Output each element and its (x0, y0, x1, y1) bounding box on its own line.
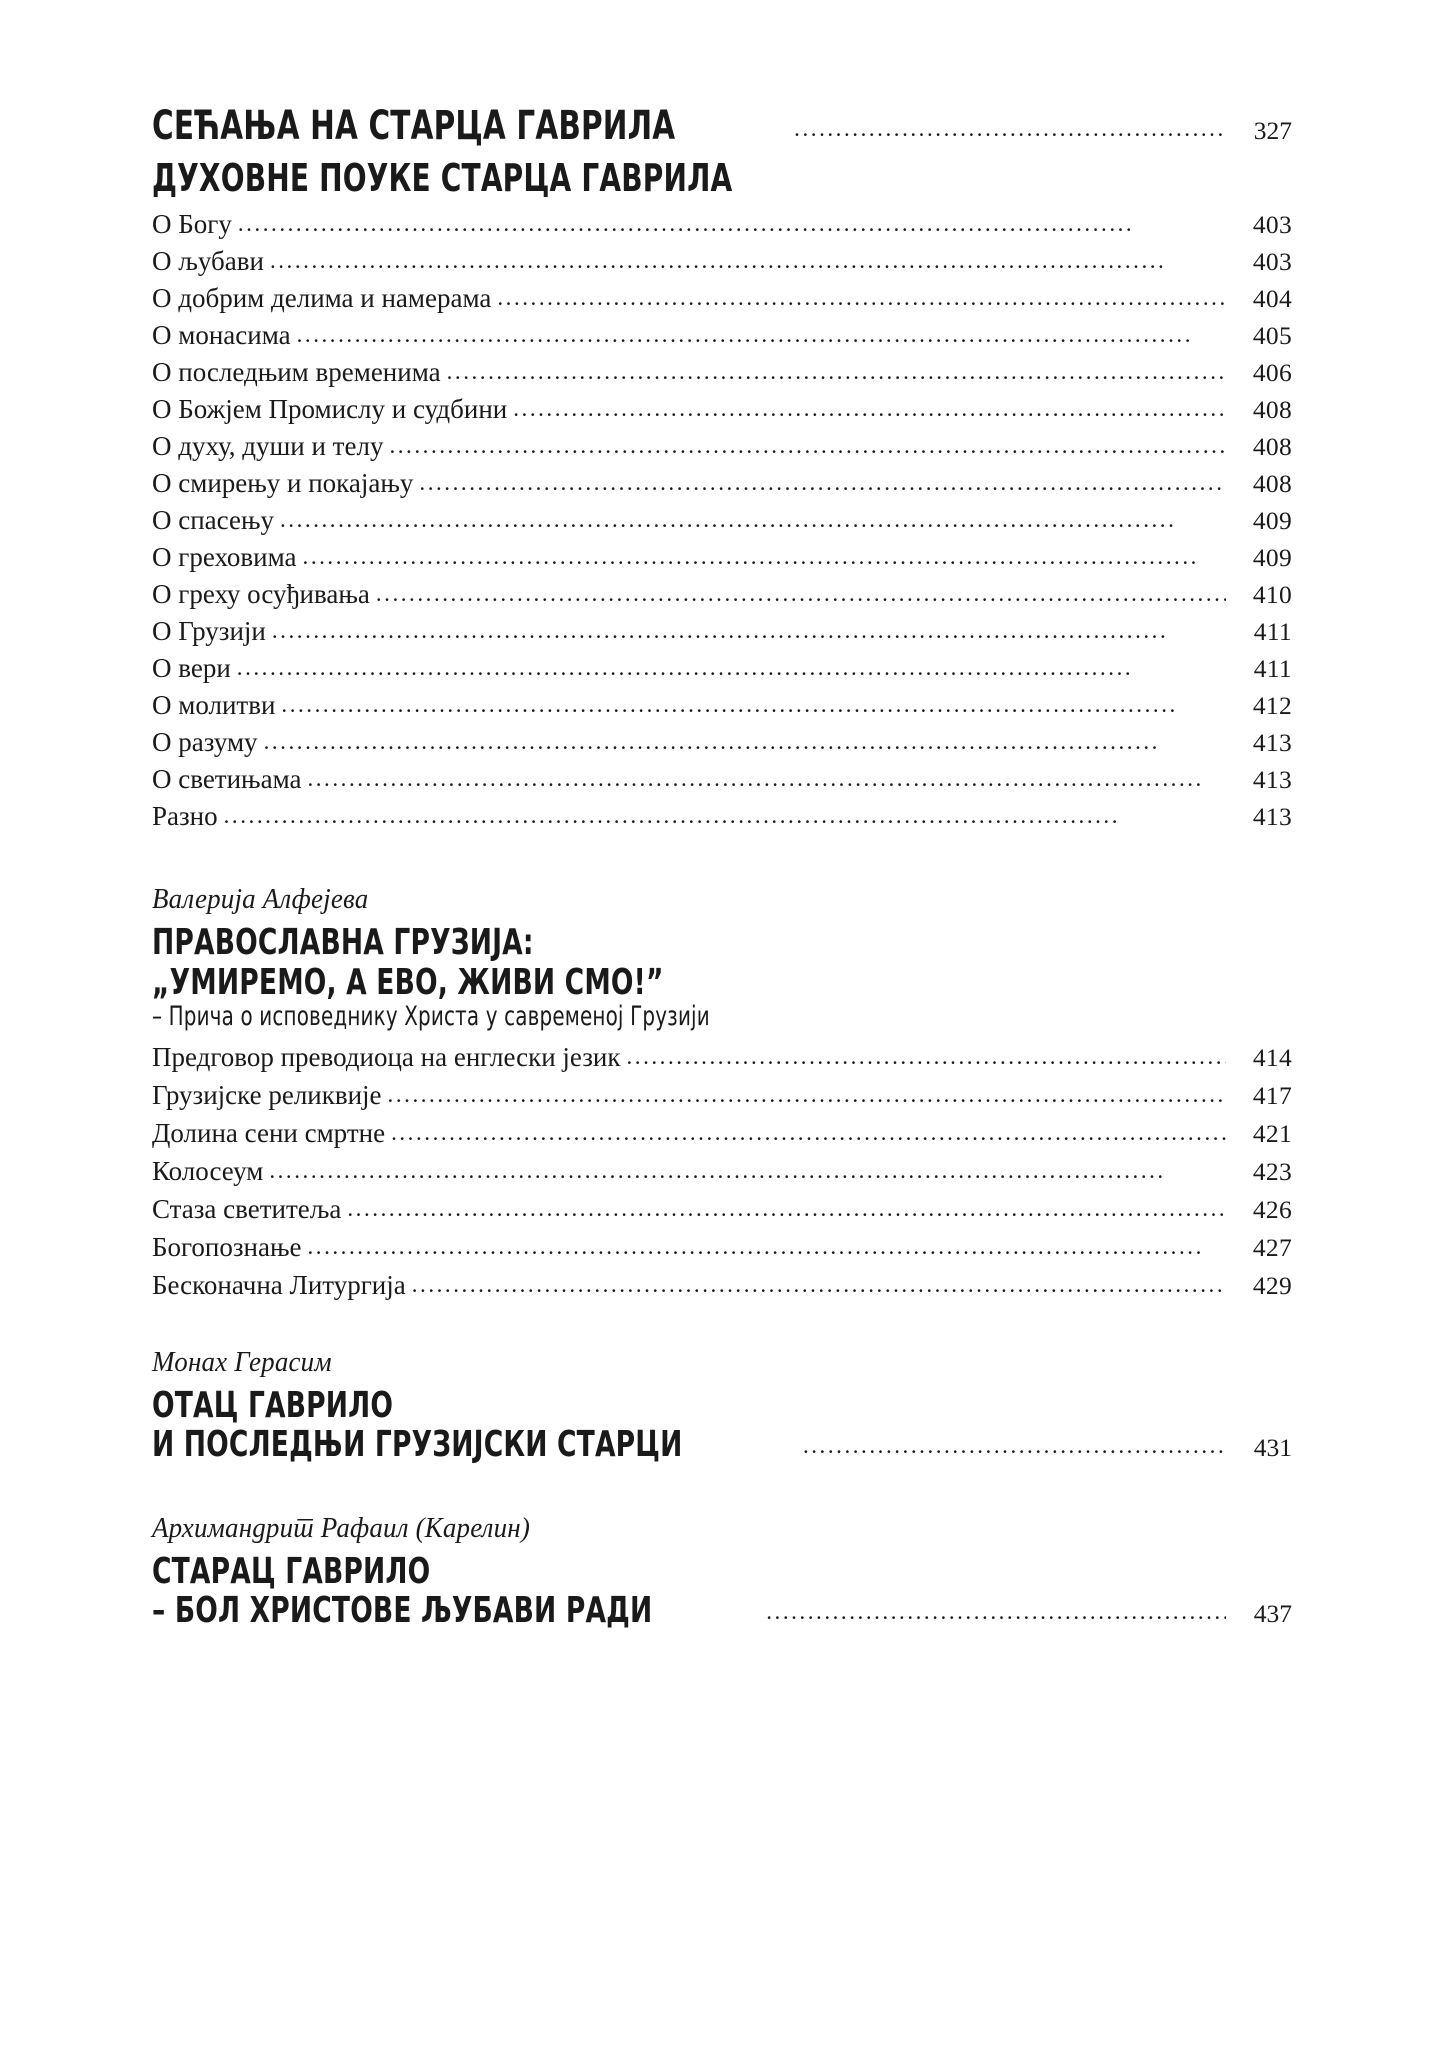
dot-leader (307, 767, 1226, 790)
dot-leader (388, 1083, 1226, 1106)
toc-entry-page: 411 (1253, 654, 1292, 684)
toc-entry-page: 408 (1252, 469, 1292, 499)
dot-leader (297, 323, 1226, 346)
dot-leader (391, 1121, 1226, 1144)
dot-leader (766, 1599, 1226, 1625)
toc-entry-page: 414 (1252, 1043, 1292, 1073)
toc-entry-label: О светињама (152, 764, 302, 795)
toc-entry-label: О греху осуђивања (152, 579, 370, 610)
dot-leader (269, 1159, 1226, 1182)
toc-entry-page: 406 (1252, 358, 1292, 388)
toc-entry-page: 403 (1252, 247, 1292, 277)
toc-entry[interactable] (152, 692, 1292, 719)
dot-leader (447, 360, 1226, 383)
toc-entry[interactable] (152, 655, 1292, 682)
toc-entry[interactable] (152, 359, 1292, 386)
toc-section-heading-duhovne-pouke[interactable]: ДУХОВНЕ ПОУКЕ СТАРЦА ГАВРИЛА (152, 155, 733, 200)
section-title-line2-row-starac-gavrilo[interactable] (152, 1591, 1292, 1631)
toc-entry-label: О последњим временима (152, 357, 441, 388)
toc-entry-label: Богопознање (152, 1232, 302, 1263)
toc-entry[interactable] (152, 1120, 1292, 1147)
toc-content (152, 104, 1292, 1631)
toc-entry-page: 411 (1253, 617, 1292, 647)
toc-entry[interactable] (152, 1196, 1292, 1223)
section-title-line2-pravoslavna-gruzija[interactable]: „УМИРЕМО, А ЕВО, ЖИВИ СМО!” (152, 961, 664, 1003)
dot-leader (497, 286, 1226, 309)
toc-entry[interactable] (152, 211, 1292, 238)
toc-entry[interactable] (152, 1044, 1292, 1071)
dot-leader (224, 804, 1226, 827)
toc-entry-page: 421 (1252, 1119, 1292, 1149)
dot-leader (303, 545, 1226, 568)
toc-entry-label: Грузијске реликвије (152, 1080, 382, 1111)
toc-entry-label: Предговор преводиоца на енглески језик (152, 1042, 621, 1073)
section-title-line1-otac-gavrilo[interactable]: ОТАЦ ГАВРИЛО (152, 1384, 394, 1426)
toc-entry-label: О љубави (152, 246, 264, 277)
toc-entry-page: 409 (1252, 506, 1292, 536)
dot-leader (347, 1197, 1226, 1220)
toc-entry-label: О разуму (152, 727, 258, 758)
dot-leader (281, 693, 1226, 716)
toc-entry-page: 426 (1252, 1195, 1292, 1225)
toc-entry-label: Бесконачна Литургија (152, 1270, 406, 1301)
toc-entry-page: 413 (1252, 802, 1292, 832)
toc-entry[interactable] (152, 248, 1292, 275)
toc-entry-page: 410 (1252, 580, 1292, 610)
dot-leader (376, 582, 1226, 605)
toc-entry-label: О греховима (152, 542, 297, 573)
toc-entry-label: О Грузији (152, 616, 266, 647)
toc-entry[interactable] (152, 803, 1292, 830)
section-title-line2-otac-gavrilo: И ПОСЛЕДЊИ ГРУЗИЈСКИ СТАРЦИ (152, 1424, 683, 1466)
toc-entry-list-pravoslavna-gruzija (152, 1044, 1292, 1299)
toc-entry[interactable] (152, 285, 1292, 312)
toc-entry[interactable] (152, 433, 1292, 460)
toc-entry-page: 403 (1252, 210, 1292, 240)
dot-leader (270, 249, 1226, 272)
section-page-number: 327 (1253, 116, 1292, 145)
toc-entry-page: 417 (1252, 1081, 1292, 1111)
dot-leader (803, 1433, 1226, 1459)
toc-entry-page: 405 (1252, 321, 1292, 351)
toc-entry[interactable] (152, 729, 1292, 756)
toc-entry-label: О молитви (152, 690, 276, 721)
toc-entry-page: 423 (1252, 1157, 1292, 1187)
dot-leader (237, 656, 1226, 679)
toc-entry-label: Стаза светитеља (152, 1194, 342, 1225)
toc-entry-page: 427 (1252, 1233, 1292, 1263)
toc-entry[interactable] (152, 544, 1292, 571)
toc-section-heading-secanja[interactable] (152, 104, 1292, 149)
toc-entry[interactable] (152, 766, 1292, 793)
toc-entry[interactable] (152, 1234, 1292, 1261)
toc-entry-label: О Богу (152, 209, 232, 240)
toc-entry[interactable] (152, 322, 1292, 349)
dot-leader (389, 434, 1226, 457)
toc-entry-page: 413 (1252, 728, 1292, 758)
dot-leader (419, 471, 1226, 494)
toc-entry[interactable] (152, 618, 1292, 645)
toc-entry[interactable] (152, 1272, 1292, 1299)
dot-leader (238, 212, 1226, 235)
toc-entry-page: 412 (1252, 691, 1292, 721)
section-author-valerija-alfejeva: Валерија Алфејева (152, 883, 369, 916)
dot-leader (280, 508, 1226, 531)
toc-entry-label: Разно (152, 801, 218, 832)
toc-entry[interactable] (152, 1158, 1292, 1185)
dot-leader (513, 397, 1226, 420)
toc-entry[interactable] (152, 507, 1292, 534)
section-title-line1-pravoslavna-gruzija[interactable]: ПРАВОСЛАВНА ГРУЗИЈА: (152, 922, 534, 964)
dot-leader (794, 116, 1226, 142)
toc-entry-page: 408 (1252, 395, 1292, 425)
toc-entry-page: 409 (1252, 543, 1292, 573)
section-subtitle-pravoslavna-gruzija: – Прича о исповеднику Христа у савременој Грузији (152, 1001, 710, 1033)
toc-entry-label: О духу, души и телу (152, 431, 384, 462)
toc-entry[interactable] (152, 396, 1292, 423)
section-page-number: 437 (1253, 1599, 1292, 1629)
toc-entry-page: 429 (1252, 1271, 1292, 1301)
toc-entry-label: О монасима (152, 320, 291, 351)
toc-entry-label: О Божјем Промислу и судбини (152, 394, 508, 425)
dot-leader (307, 1235, 1226, 1258)
toc-entry-page: 413 (1252, 765, 1292, 795)
section-title-line1-starac-gavrilo[interactable]: СТАРАЦ ГАВРИЛО (152, 1550, 431, 1592)
toc-entry[interactable] (152, 581, 1292, 608)
dot-leader (272, 619, 1226, 642)
toc-entry-label: О вери (152, 653, 231, 684)
toc-entry-label: О спасењу (152, 505, 274, 536)
toc-entry-label: Долина сени смртне (152, 1118, 386, 1149)
toc-entry-page: 408 (1252, 432, 1292, 462)
dot-leader (412, 1273, 1226, 1296)
toc-entry-list-duhovne-pouke (152, 211, 1292, 830)
toc-entry-page: 404 (1252, 284, 1292, 314)
section-author-monah-gerasim: Монах Герасим (152, 1346, 332, 1379)
dot-leader (264, 730, 1226, 753)
section-title-line2-starac-gavrilo: – БОЛ ХРИСТОВЕ ЉУБАВИ РАДИ (152, 1590, 653, 1632)
toc-entry-label: Колосеум (152, 1156, 264, 1187)
dot-leader (626, 1045, 1226, 1068)
toc-entry-label: О смирењу и покајању (152, 468, 414, 499)
toc-entry[interactable] (152, 470, 1292, 497)
section-title-line2-row-otac-gavrilo[interactable] (152, 1425, 1292, 1465)
section-author-arhimandrit-rafail: Архимандрит Рафаил (Карелин) (152, 1512, 531, 1545)
section-page-number: 431 (1253, 1433, 1292, 1463)
toc-entry-label: О добрим делима и намерама (152, 283, 492, 314)
section-heading-label: СЕЋАЊА НА СТАРЦА ГАВРИЛА (152, 103, 676, 149)
toc-entry[interactable] (152, 1082, 1292, 1109)
